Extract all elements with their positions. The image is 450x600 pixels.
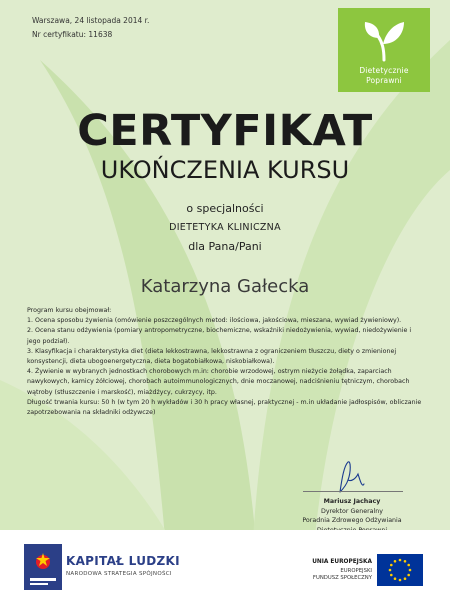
place-date: Warszawa, 24 listopada 2014 r. <box>32 16 150 25</box>
certificate-subtitle: UKOŃCZENIA KURSU <box>100 156 350 184</box>
logo-text-line1: Dietetycznie <box>359 66 409 75</box>
program-item: 2. Ocena stanu odżywienia (pomiary antropometryczne, biochemiczne, wskaźniki niedożywienia, wywiad, niedożywienie i jego podział). <box>27 327 412 345</box>
logo-text-line2: Poprawni <box>366 76 402 85</box>
specialty-intro: o specjalności <box>186 202 264 215</box>
program-heading: Program kursu obejmował: <box>27 307 112 314</box>
program-item: 4. Żywienie w wybranych jednostkach chorobowych m.in: chorobie wrzodowej, ostrym nieżycie żołądka, zaparciach nawykowych, kamicy żółciowej, chorobach autoimmunologicznych, dnie moczanowej, nadciśnieniu tętniczym, chorobach wątroby (stłuszczenie i marskość), miażdżycy, cukrzycy, itp. <box>27 368 410 396</box>
certificate-title: CERTYFIKAT <box>77 106 373 156</box>
program-duration: Długość trwania kursu: 50 h (w tym 20 h wykładów i 30 h pracy własnej, praktycznej - m.in układanie jadłospisów, obliczanie zapotrzebowania na składniki odżywcze) <box>27 398 422 417</box>
program-item: 3. Klasyfikacja i charakterystyka diet (dieta lekkostrawna, lekkostrawna z ograniczeniem tłuszczu, diety o zmienionej konsystencji, dieta ubogoenergetyczna, dieta bogatobiałkowa, niskobiałkowa). <box>27 347 397 366</box>
handwritten-signature <box>330 458 374 498</box>
sprout-icon <box>362 18 406 62</box>
eu-flag-icon <box>377 554 423 586</box>
signature-line <box>303 491 403 492</box>
recipient-name: Katarzyna Gałecka <box>140 276 310 297</box>
footer-logos <box>0 530 450 600</box>
specialty-for: dla Pana/Pani <box>188 240 262 253</box>
eu-fund-line1: EUROPEJSKI <box>340 568 372 574</box>
certificate-number: Nr certyfikatu: 11638 <box>32 30 113 39</box>
eu-fund-line2: FUNDUSZ SPOŁECZNY <box>312 575 372 581</box>
specialty-name: DIETETYKA KLINICZNA <box>169 222 281 233</box>
signer-name: Mariusz Jachacy <box>323 498 381 505</box>
dietetycznie-poprawni-logo <box>338 8 430 92</box>
program-description <box>27 306 423 418</box>
kapital-ludzki-subtitle: NARODOWA STRATEGIA SPÓJNOŚCI <box>66 571 172 577</box>
signer-role: Dyrektor Generalny <box>321 507 383 515</box>
signer-organization: Poradnia Zdrowego Odżywiania <box>302 517 402 524</box>
kapital-ludzki-title: KAPITAŁ LUDZKI <box>66 554 180 568</box>
eu-title: UNIA EUROPEJSKA <box>312 559 372 565</box>
kapital-ludzki-logo-icon <box>24 544 62 590</box>
header-meta <box>32 14 149 42</box>
program-item: 1. Ocena sposobu żywienia (omówienie poszczególnych metod: ilościowa, jakościowa, mieszana, wywiad żywieniowy). <box>27 317 402 325</box>
